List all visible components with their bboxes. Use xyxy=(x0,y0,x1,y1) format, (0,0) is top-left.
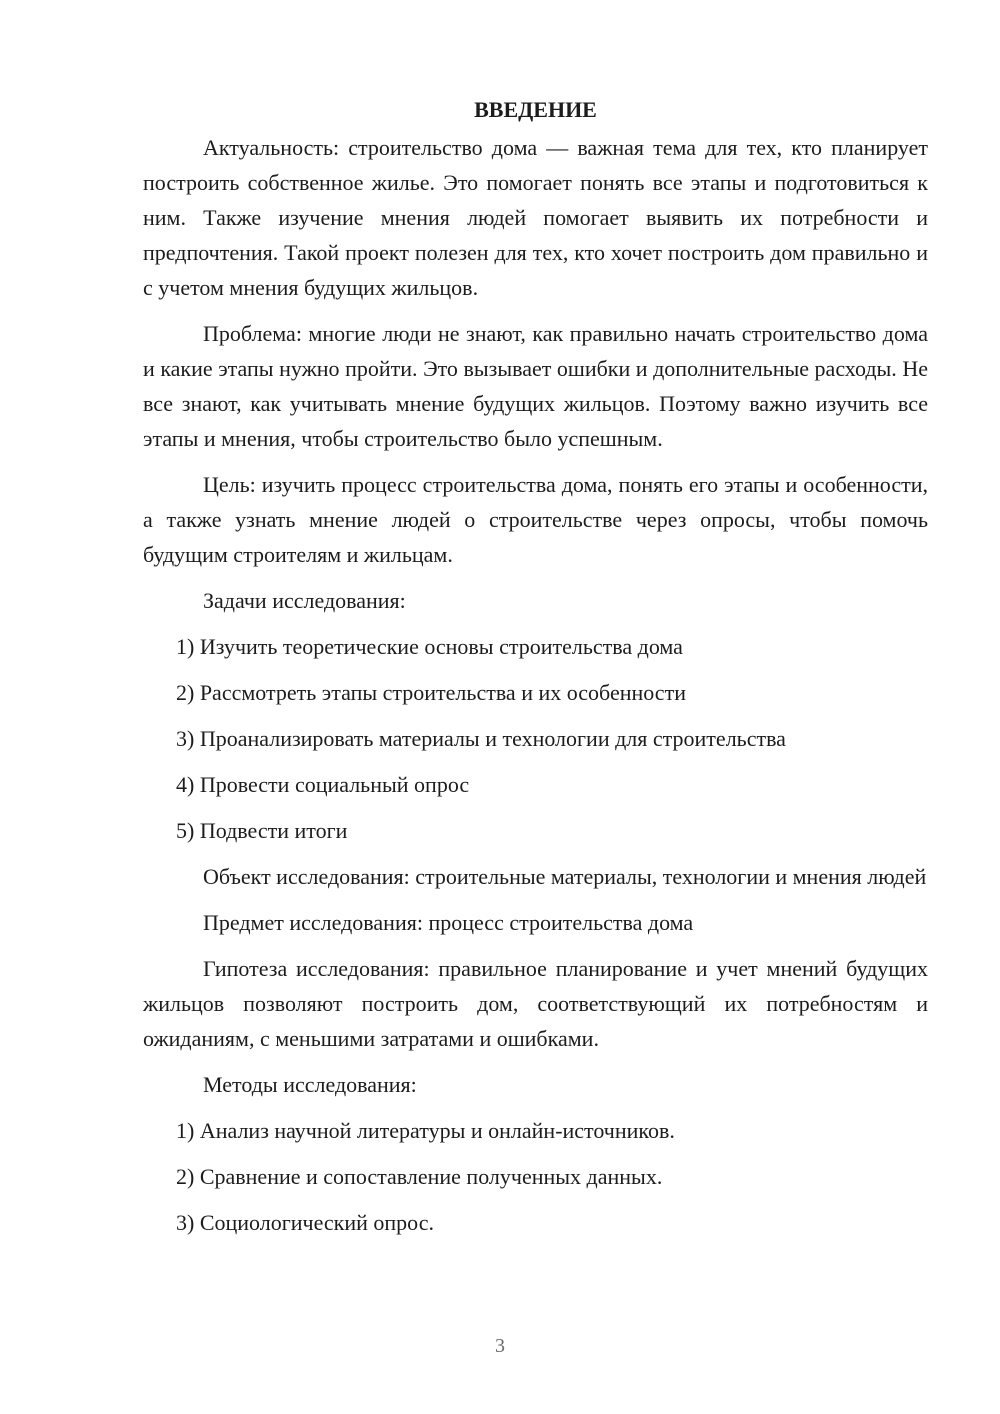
subject-paragraph: Предмет исследования: процесс строительства дома xyxy=(203,910,694,935)
method-item: 3) Социологический опрос. xyxy=(176,1210,434,1235)
method-item: 1) Анализ научной литературы и онлайн-источников. xyxy=(176,1118,675,1143)
goal-paragraph: Цель: изучить процесс строительства дома, понять его этапы и особенности, а также узнать мнение людей о строительстве через опросы, чтобы помочь будущим строителям и жильцам. xyxy=(143,472,928,567)
relevance-paragraph: Актуальность: строительство дома — важная тема для тех, кто планирует построить собственное жилье. Это помогает понять все этапы и подготовиться к ним. Также изучение мнения людей помогает выявить их потребности и предпочтения. Такой проект полезен для тех, кто хочет построить дом правильно и с учетом мнения будущих жильцов. xyxy=(143,135,928,300)
methods-heading: Методы исследования: xyxy=(203,1072,417,1097)
page-title: ВВЕДЕНИЕ xyxy=(474,97,597,122)
method-item: 2) Сравнение и сопоставление полученных данных. xyxy=(176,1164,663,1189)
problem-paragraph: Проблема: многие люди не знают, как правильно начать строительство дома и какие этапы нужно пройти. Это вызывает ошибки и дополнительные расходы. Не все знают, как учитывать мнение будущих жильцов. Поэтому важно изучить все этапы и мнения, чтобы строительство было успешным. xyxy=(143,321,928,451)
tasks-heading: Задачи исследования: xyxy=(203,588,406,613)
task-item: 4) Провести социальный опрос xyxy=(176,772,470,797)
task-item: 3) Проанализировать материалы и технологии для строительства xyxy=(176,726,786,751)
task-item: 1) Изучить теоретические основы строительства дома xyxy=(176,634,683,659)
task-item: 5) Подвести итоги xyxy=(176,818,348,843)
task-item: 2) Рассмотреть этапы строительства и их особенности xyxy=(176,680,686,705)
hypothesis-paragraph: Гипотеза исследования: правильное планирование и учет мнений будущих жильцов позволяют построить дом, соответствующий их потребностям и ожиданиям, с меньшими затратами и ошибками. xyxy=(143,956,928,1051)
object-paragraph: Объект исследования: строительные материалы, технологии и мнения людей xyxy=(203,864,927,889)
document-body xyxy=(143,96,928,1251)
page-number: 3 xyxy=(495,1335,505,1357)
